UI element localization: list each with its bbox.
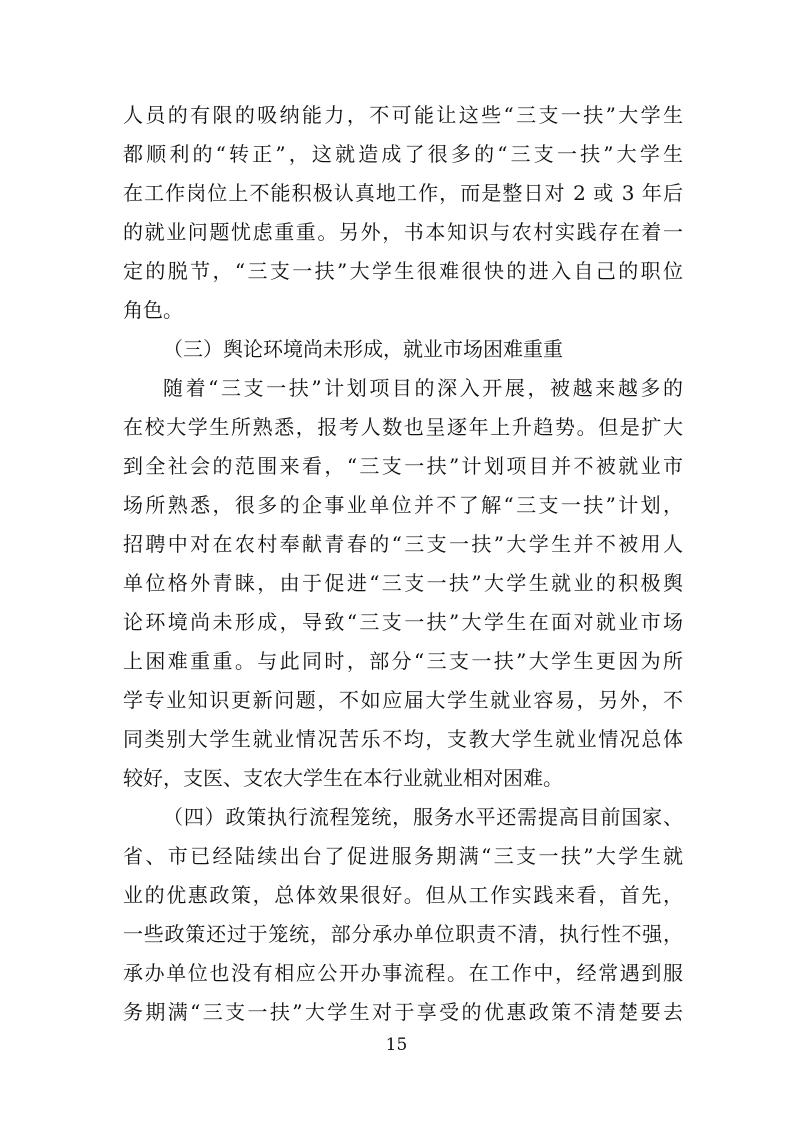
body-text [123,96,683,1032]
text-line: 单位格外青睐，由于促进“三支一扶”大学生就业的积极舆 [123,571,683,595]
text-line: 的就业问题忧虑重重。另外，书本知识与农村实践存在着一 [123,220,683,244]
text-line: 同类别大学生就业情况苦乐不均，支教大学生就业情况总体 [123,727,683,751]
section-heading: （四）政策执行流程笼统，服务水平还需提高目前国家、 [163,805,683,829]
text-line: 随着“三支一扶”计划项目的深入开展，被越来越多的 [163,376,683,400]
section-heading: （三）舆论环境尚未形成，就业市场困难重重 [163,337,563,361]
text-line: 在校大学生所熟悉，报考人数也呈逐年上升趋势。但是扩大 [123,415,683,439]
text-line: 角色。 [123,298,183,322]
text-line: 人员的有限的吸纳能力，不可能让这些“三支一扶”大学生 [123,103,683,127]
text-line: 业的优惠政策，总体效果很好。但从工作实践来看，首先， [123,883,683,907]
text-line: 在工作岗位上不能积极认真地工作，而是整日对 2 或 3 年后 [123,181,683,205]
text-line: 学专业知识更新问题，不如应届大学生就业容易，另外，不 [123,688,683,712]
text-line: 招聘中对在农村奉献青春的“三支一扶”大学生并不被用人 [123,532,683,556]
text-line: 场所熟悉，很多的企事业单位并不了解“三支一扶”计划， [123,493,683,517]
text-line: 省、市已经陆续出台了促进服务期满“三支一扶”大学生就 [123,844,683,868]
text-line: 都顺利的“转正”，这就造成了很多的“三支一扶”大学生 [123,142,683,166]
page-number: 15 [385,1035,408,1055]
text-line: 定的脱节，“三支一扶”大学生很难很快的进入自己的职位 [123,259,683,283]
text-line: 上困难重重。与此同时，部分“三支一扶”大学生更因为所 [123,649,683,673]
text-line: 一些政策还过于笼统，部分承办单位职责不清，执行性不强， [123,922,683,946]
text-line: 承办单位也没有相应公开办事流程。在工作中，经常遇到服 [123,961,683,985]
text-line: 务期满“三支一扶”大学生对于享受的优惠政策不清楚要去 [123,1000,683,1024]
text-line: 论环境尚未形成，导致“三支一扶”大学生在面对就业市场 [123,610,683,634]
text-line: 较好，支医、支农大学生在本行业就业相对困难。 [123,766,563,790]
text-line: 到全社会的范围来看，“三支一扶”计划项目并不被就业市 [123,454,683,478]
